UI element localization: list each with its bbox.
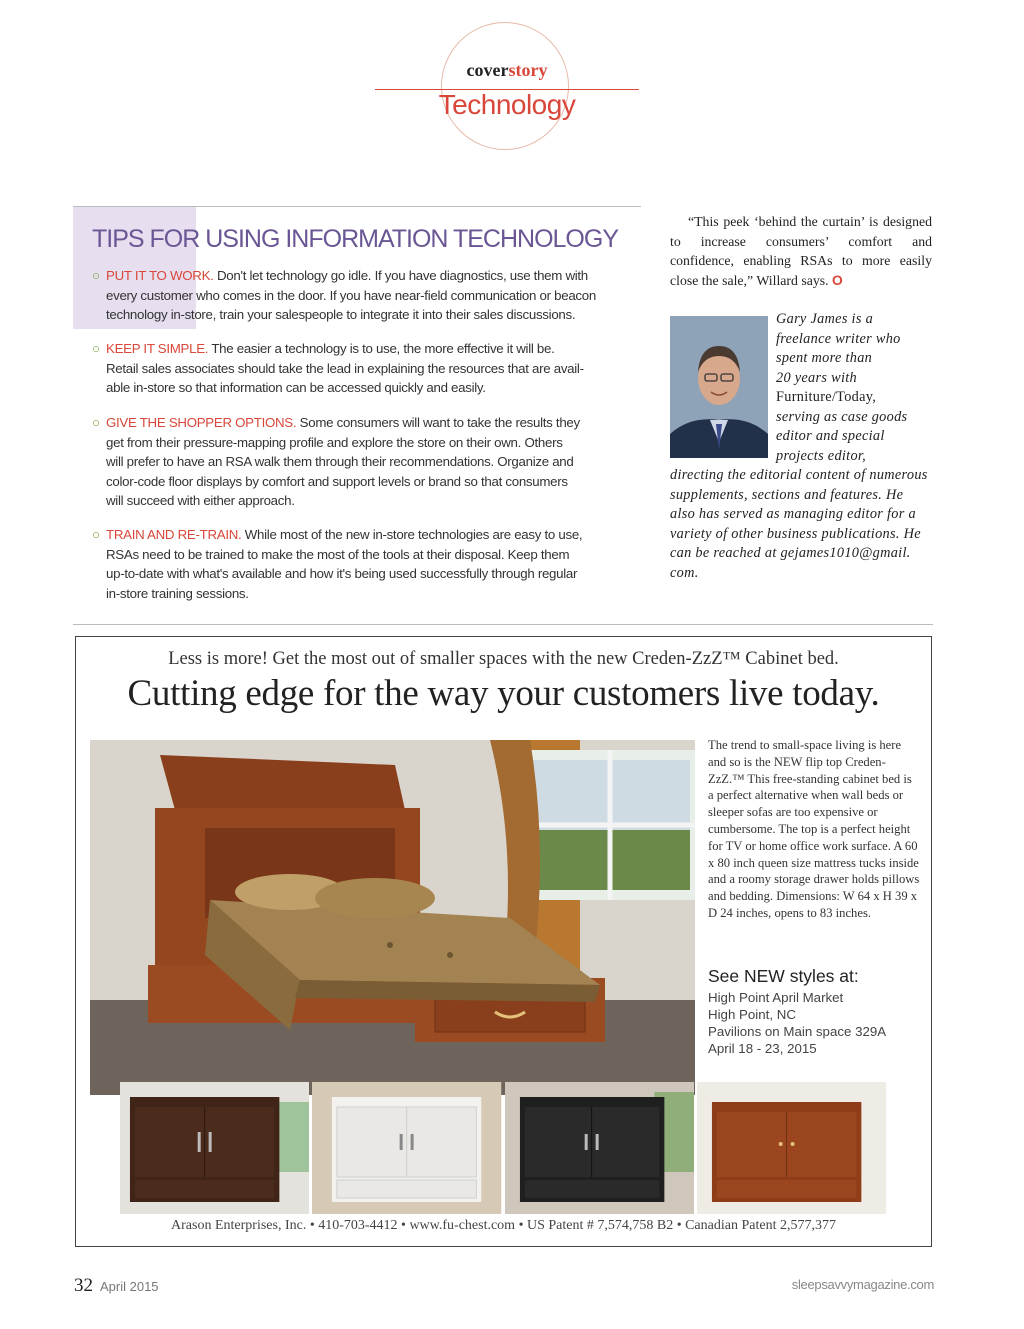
- tip-item: ○ PUT IT TO WORK. Don't let technology go idle. If you have diagnostics, use them with every customer who comes in the door. If you have near-field communication or beacon technology in-store, train your salespeople to integrate it into their sales discussions.: [92, 268, 596, 322]
- cabinet-bed-hero-image: [90, 740, 695, 1095]
- section-divider: [73, 624, 933, 625]
- bullet-circle-icon: ○: [92, 415, 100, 430]
- issue-date: April 2015: [100, 1279, 159, 1294]
- bullet-circle-icon: ○: [92, 527, 100, 542]
- tip-item: ○ TRAIN AND RE-TRAIN. While most of the new in-store technologies are easy to use, RSAs need to be trained to make the most of the tools at their disposal. Keep them up-to-date with what's available and how it's being used successfully through regular in-store training sessions.: [92, 527, 583, 601]
- magazine-website: sleepsavvymagazine.com: [791, 1277, 934, 1292]
- ad-lead-text: Less is more! Get the most out of smaller spaces with the new Creden-ZzZ™ Cabinet bed.: [168, 649, 839, 669]
- cover-story-kicker: coverstory: [466, 60, 548, 80]
- author-bio: Gary James is a freelance writer who spent more than 20 years with Furniture/Today, serving as case goods editor and special projects editor, directing the editorial content of numerous supplements, sections and features. He also has served as managing editor for a variety of other business publications. He can be reached at gejames1010@gmail. com.: [670, 311, 928, 581]
- tips-heading: TIPS FOR USING INFORMATION TECHNOLOGY: [92, 225, 619, 253]
- cabinet-style-thumbnails: [120, 1082, 886, 1214]
- ad-company-footer: Arason Enterprises, Inc. • 410-703-4412 • www.fu-chest.com • US Patent # 7,574,758 B2 • Canadian Patent 2,577,377: [171, 1218, 836, 1233]
- ad-headline: Cutting edge for the way your customers live today.: [127, 673, 880, 714]
- see-new-styles-heading: See NEW styles at:: [708, 966, 859, 986]
- header-circle: [441, 22, 569, 150]
- end-mark-icon: O: [832, 272, 843, 288]
- section-title: Technology: [438, 89, 576, 120]
- pull-quote: “This peek ‘behind the curtain’ is designed to increase consumers’ comfort and confidence, enabling RSAs to more easily close the sale,” Willard says. O: [670, 214, 932, 288]
- thumbnail-cherry-cabinet: [697, 1082, 886, 1214]
- thumbnail-espresso-cabinet: [120, 1082, 309, 1214]
- bullet-circle-icon: ○: [92, 341, 100, 356]
- thumbnail-white-cabinet: [312, 1082, 501, 1214]
- page-number: 32: [74, 1275, 93, 1296]
- tip-item: ○ GIVE THE SHOPPER OPTIONS. Some consumers will want to take the results they get from their pressure-mapping profile and explore the store on their own. Others will prefer to have an RSA walk them through their recommendations. Organize and color-code floor displays by comfort and support levels or brand so that consumers will succeed with either approach.: [92, 415, 580, 508]
- bullet-circle-icon: ○: [92, 268, 100, 283]
- tip-item: ○ KEEP IT SIMPLE. The easier a technology is to use, the more effective it will be. Retail sales associates should take the lead in explaining the resources that are avail- able in-store so that information can be accessed quickly and easily.: [92, 341, 584, 395]
- show-details: High Point April Market High Point, NC Pavilions on Main space 329A April 18 - 23, 2015: [708, 990, 887, 1056]
- thumbnail-black-cabinet: [505, 1082, 694, 1214]
- ad-description: The trend to small-space living is here and so is the NEW flip top Creden-ZzZ.™ This free-standing cabinet bed is a perfect alternative when wall beds or sleeper sofas are too expensive or cumbersome. The top is a perfect height for TV or home office work surface. A 60 x 80 inch queen size mattress tucks inside and a roomy storage drawer holds pillows and bedding. Dimensions: W 64 x H 39 x D 24 inches, opens to 83 inches.: [708, 738, 920, 920]
